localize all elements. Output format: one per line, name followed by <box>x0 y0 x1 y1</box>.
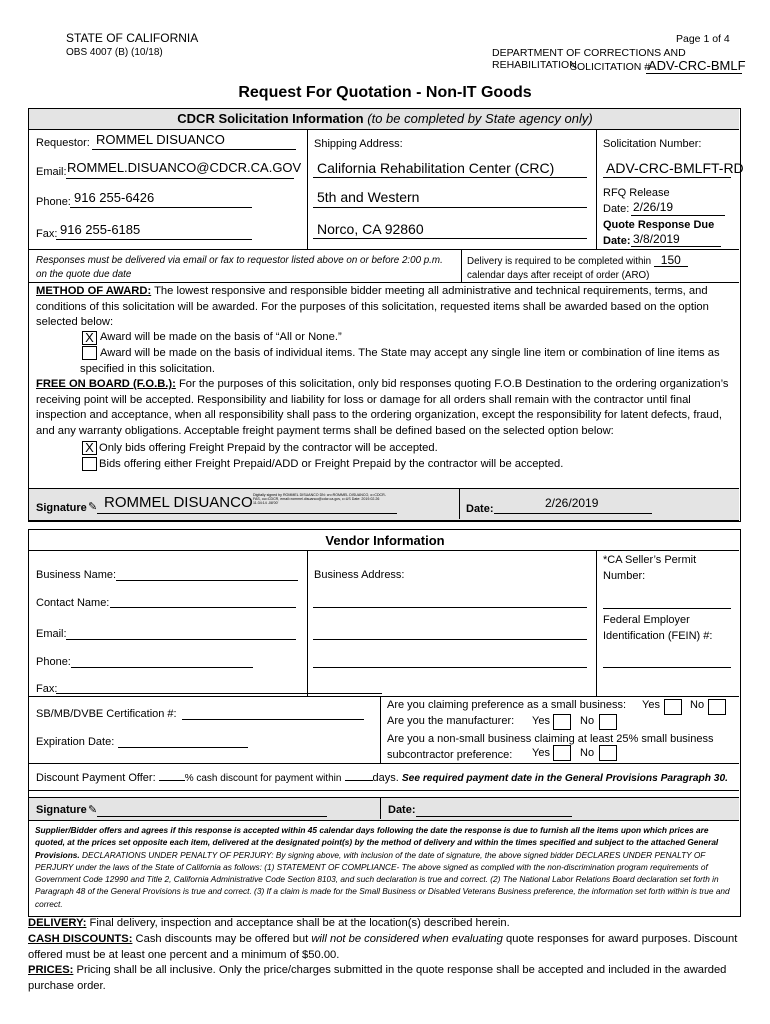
department: DEPARTMENT OF CORRECTIONS AND REHABILITATION <box>492 47 686 71</box>
vendor-fax-field[interactable] <box>56 693 382 694</box>
cdcr-date-label: Date: <box>466 503 494 515</box>
nonsmall-yes-checkbox[interactable] <box>553 745 571 761</box>
contact-name-label: Contact Name: <box>36 597 110 609</box>
cdcr-signature-label: Signature <box>36 502 87 514</box>
prices-clause: PRICES: Pricing shall be all inclusive. Only the price/charges submitted in the quote response shall be accepted and included in the awarded purchase order. <box>28 964 727 992</box>
responses-note: Responses must be delivered via email or fax to requestor listed above on or before 2:00 p.m. on the quote due date <box>36 255 443 280</box>
seller-permit-label: *CA Seller’s Permit Number: <box>603 554 697 582</box>
fein-field[interactable] <box>603 667 731 668</box>
legal-declaration: Supplier/Bidder offers and agrees if this response is accepted within 45 calendar days following the date the response is due to furnish all the items upon which prices are quoted, at the prices set opposite each item, delivered at the designated point(s) by the method of delivery and within the times specified and subject to the attached General Provisions. DECLARATIONS UNDER PENALTY OF PERJURY: By signing above, with inclusion of the date of signature, the above signed bidder DECLARES UNDER PENALTY OF PERJURY under the laws of the State of California as follows: (1) STATEMENT OF COMPLIANCE- The above signed as complied with the non-discrimination program requirements of Government Code 12990 and Title 2, California Administrative Code Section 8103, and such declaration is true and correct. (2) The National Labor Relations Board declaration set forth in Paragraph 48 of the General Provisions is true and correct. (3) If a claim is made for the Small Business or Disabled Veterans Business preference, the information set forth within is true and correct. <box>35 825 730 909</box>
delivery-requirement: Delivery is required to be completed within 150 calendar days after receipt of order (ARO) <box>467 254 737 283</box>
vendor-date-field[interactable] <box>416 816 572 817</box>
fob-prepaid-only-checkbox[interactable]: X <box>82 441 97 455</box>
vendor-email-field[interactable] <box>66 639 296 640</box>
business-address-field[interactable] <box>313 607 587 608</box>
delivery-clause: DELIVERY: Final delivery, inspection and acceptance shall be at the location(s) described herein. <box>28 917 510 929</box>
vendor-signature-bar <box>29 797 739 821</box>
shipping-line2[interactable]: 5th and Western <box>317 189 420 205</box>
vendor-heading: Vendor Information <box>325 533 445 548</box>
quote-response-date-field[interactable]: 3/8/2019 <box>633 232 680 246</box>
phone-label: Phone: <box>36 196 71 208</box>
page-number: Page 1 of 4 <box>676 33 730 45</box>
fein-label: Federal Employer Identification (FEIN) #: <box>603 614 713 642</box>
nonsmall-no-checkbox[interactable] <box>599 745 617 761</box>
vendor-phone-label: Phone: <box>36 656 71 668</box>
manufacturer-question: Are you the manufacturer: <box>387 715 515 727</box>
nonsmall-question: Are you a non-small business claiming at least 25% small business subcontractor preference: <box>387 733 714 761</box>
solicitation-label: SOLICITATION # <box>570 61 651 73</box>
delivery-days-field[interactable]: 150 <box>654 254 688 267</box>
manufacturer-no-checkbox[interactable] <box>599 714 617 730</box>
fax-field[interactable]: 916 255-6185 <box>60 222 141 237</box>
business-name-field[interactable] <box>116 580 298 581</box>
seller-permit-field[interactable] <box>603 608 731 609</box>
phone-field[interactable]: 916 255-6426 <box>74 190 155 205</box>
method-of-award: METHOD OF AWARD: The lowest responsive and responsible bidder meeting all administrative and technical requirements, terms, and conditions of this solicitation will be awarded. For the purposes of this solicitation, requested items shall be awarded based on the option selected below: <box>36 285 709 328</box>
expiration-label: Expiration Date: <box>36 736 115 748</box>
business-address-field-2[interactable] <box>313 639 587 640</box>
small-business-no-checkbox[interactable] <box>708 699 726 715</box>
award-all-or-none-checkbox[interactable]: X <box>82 331 97 345</box>
vendor-signature-field[interactable] <box>97 816 327 817</box>
discount-offer: Discount Payment Offer: % cash discount for payment within days. See required payment date in the General Provisions Paragraph 30. <box>36 772 728 784</box>
manufacturer-yes-checkbox[interactable] <box>553 714 571 730</box>
solicitation-number-label: Solicitation Number: <box>603 138 702 150</box>
rfq-release-date-label: Date: <box>603 203 630 215</box>
vendor-phone-field[interactable] <box>71 667 253 668</box>
fob-option-prepaid-only: Only bids offering Freight Prepaid by the contractor will be accepted. <box>99 442 438 454</box>
pen-icon: ✎ <box>88 804 98 816</box>
solicitation-value[interactable]: ADV-CRC-BMLF <box>648 58 746 73</box>
rfq-release-date-field[interactable]: 2/26/19 <box>633 200 674 214</box>
contact-name-field[interactable] <box>110 607 296 608</box>
discount-days-field[interactable] <box>345 770 373 781</box>
vendor-email-label: Email: <box>36 628 67 640</box>
small-business-yes-checkbox[interactable] <box>664 699 682 715</box>
business-name-label: Business Name: <box>36 569 117 581</box>
vendor-signature-label: Signature <box>36 804 87 816</box>
sbdvbe-label: SB/MB/DVBE Certification #: <box>36 708 177 720</box>
email-field[interactable]: ROMMEL.DISUANCO@CDCR.CA.GOV <box>67 160 302 175</box>
shipping-line1[interactable]: California Rehabilitation Center (CRC) <box>317 160 555 176</box>
shipping-label: Shipping Address: <box>314 138 403 150</box>
award-option-individual: Award will be made on the basis of individual items. The State may accept any single line item or combination of line items as specified in this solicitation. <box>80 347 720 375</box>
requestor-label: Requestor: <box>36 137 90 149</box>
email-label: Email: <box>36 166 67 178</box>
business-address-label: Business Address: <box>314 569 405 581</box>
discount-percent-field[interactable] <box>159 770 185 781</box>
form-id: OBS 4007 (B) (10/18) <box>66 47 163 58</box>
cdcr-date-field[interactable]: 2/26/2019 <box>545 496 599 510</box>
state-label: STATE OF CALIFORNIA <box>66 31 199 45</box>
sbdvbe-field[interactable] <box>182 719 364 720</box>
shipping-line3[interactable]: Norco, CA 92860 <box>317 221 424 237</box>
fob-option-prepaid-add: Bids offering either Freight Prepaid/ADD or Freight Prepaid by the contractor will be accepted. <box>99 458 564 470</box>
pen-icon: ✎ <box>88 501 98 513</box>
award-option-all-or-none: Award will be made on the basis of “All or None.” <box>100 331 342 343</box>
cash-discounts-clause: CASH DISCOUNTS: Cash discounts may be offered but will not be considered when evaluating quote responses for award purposes. Discount offered must be at least one percent and a minimum of $50.00. <box>28 933 738 961</box>
requestor-field[interactable]: ROMMEL DISUANCO <box>96 132 225 147</box>
fob-prepaid-add-checkbox[interactable] <box>82 457 97 471</box>
expiration-field[interactable] <box>118 747 248 748</box>
small-business-question: Are you claiming preference as a small business: <box>387 699 627 711</box>
vendor-date-label: Date: <box>388 804 416 816</box>
page-title: Request For Quotation - Non-IT Goods <box>238 84 532 101</box>
solicitation-number-field[interactable]: ADV-CRC-BMLFT-RD <box>606 160 744 176</box>
rfq-release-label: RFQ Release <box>603 187 670 199</box>
free-on-board: FREE ON BOARD (F.O.B.): For the purposes of this solicitation, only bid responses quoting F.O.B Destination to the ordering organization’s receiving point will be accepted. Responsibility and liability for loss or damage for all orders shall remain with the contractor until final inspection and acceptance, when all responsibility shall pass to the ordering organization, except the responsibility for latent defects, fraud, and any warranty obligations. Acceptable freight payment terms shall be defined based on the selected option below: <box>36 378 729 437</box>
cdcr-heading: CDCR Solicitation Information (to be completed by State agency only) <box>177 111 593 126</box>
quote-response-date-label: Date: <box>603 235 631 247</box>
cdcr-signature-field[interactable]: ROMMEL DISUANCO Digitally signed by ROMMEL DISUANCO DN: cn=ROMMEL DISUANCO, o=CDCR-FAS, ou=CDCR, email=rommel.disuanco@cdcr.ca.gov, c=US Date: 2019.02.26 11:34:14 -08'00' <box>104 493 386 511</box>
quote-response-due-label: Quote Response Due <box>603 219 715 231</box>
business-address-field-3[interactable] <box>313 667 587 668</box>
fax-label: Fax: <box>36 228 58 240</box>
vendor-fax-label: Fax: <box>36 683 58 695</box>
